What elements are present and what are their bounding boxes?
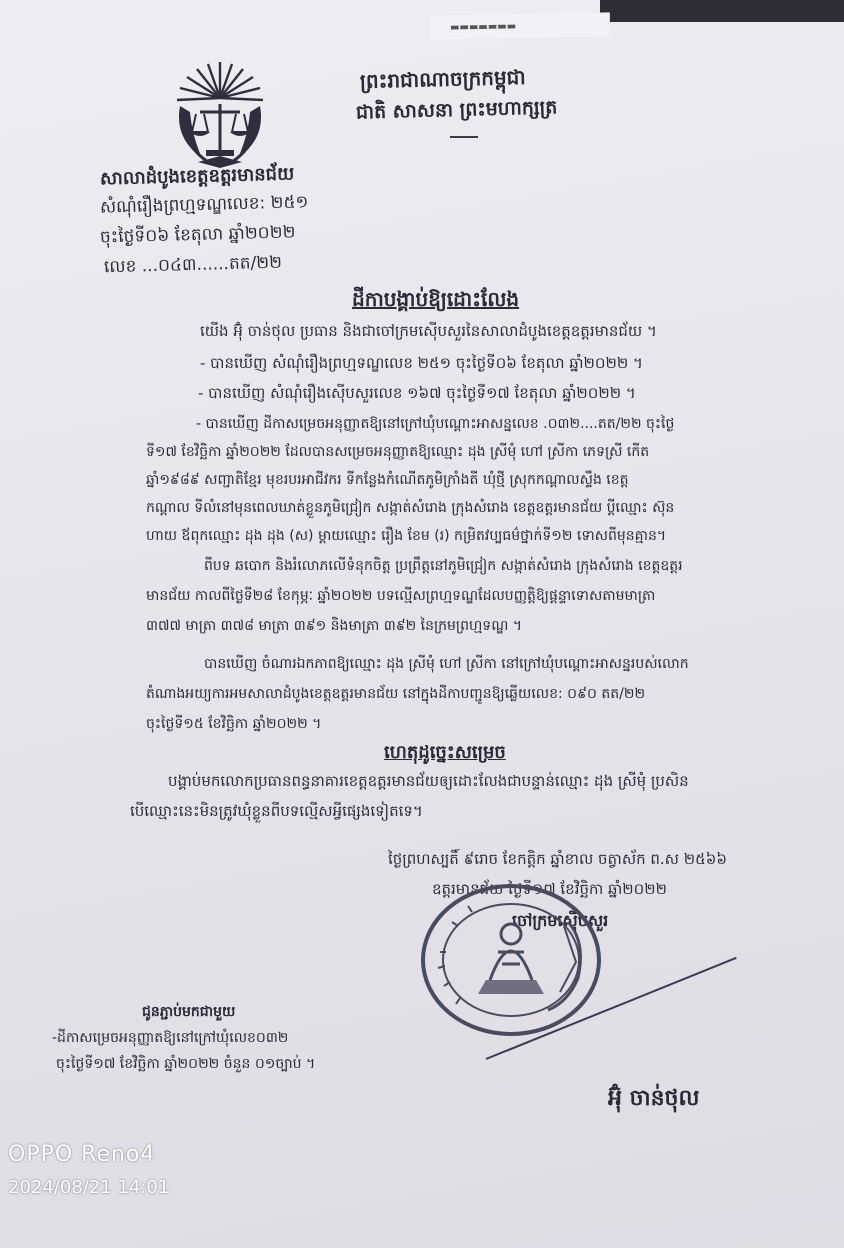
charge-line-2: មានជ័យ កាលពីថ្ងៃទី២៨ ខែកុម្ភៈ ឆ្នាំ២០២២ បទល្មើសព្រហ្មទណ្ឌដែលបញ្ញត្តិឱ្យផ្ដន្ទាទោសតាមមាត្រា bbox=[146, 588, 656, 604]
background-edge bbox=[600, 0, 844, 22]
camera-watermark bbox=[8, 1142, 169, 1198]
bullet-3-line-1: - បានឃើញ ដីកាសម្រេចអនុញ្ញាតឱ្យនៅក្រៅឃុំបណ្ដោះអាសន្នលេខ .០៣២....តត/២២ ចុះថ្ងៃ bbox=[196, 416, 675, 432]
order-number: លេខ ...០៤៣......តត/២២ bbox=[103, 252, 283, 278]
kingdom-heading: ព្រះរាជាណាចក្រកម្ពុជា bbox=[359, 64, 526, 94]
decision-line-2: បើឈ្មោះនេះមិនត្រូវឃុំខ្លួនពីបទល្មើសអ្វីផ្សេងទៀតទេ។ bbox=[130, 802, 423, 820]
court-name: សាលាដំបូងខេត្តឧត្តរមានជ័យ bbox=[99, 163, 295, 190]
torn-paper-strip: ▬▬▬▬▬▬▬ bbox=[430, 12, 610, 39]
case-date: ចុះថ្ងៃទី០៦ ខែតុលា ឆ្នាំ២០២២ bbox=[99, 222, 296, 248]
bullet-3-line-5: ហាយ ឪពុកឈ្មោះ ដុង ដុង (ស) ម្ដាយឈ្មោះ រឿង ខែម (រ) កម្រិតវប្បធម៌ថ្នាក់ទី១២ ទោសពីមុនគ្មាន។ bbox=[146, 528, 667, 544]
attachment-line-1: -ដីកាសម្រេចអនុញ្ញាតឱ្យនៅក្រៅឃុំលេខ០៣២ bbox=[52, 1030, 289, 1046]
attachment-heading: ជូនភ្ជាប់មកជាមួយ bbox=[142, 1004, 236, 1020]
case-reference: សំណុំរឿងព្រហ្មទណ្ឌលេខ: ២៥១ bbox=[99, 192, 309, 218]
bullet-3-line-2: ទី១៧ ខែវិច្ឆិកា ឆ្នាំ២០២២ ដែលបានសម្រេចអនុញ្ញាតឱ្យឈ្មោះ ដុង ស្រីមុំ ហៅ ស្រីកា ភេទស្រី កើត bbox=[146, 444, 650, 460]
bullet-3-line-4: កណ្ដាល ទីលំនៅមុនពេលឃាត់ខ្លួនភូមិជ្រៀក សង្កាត់សំរោង ក្រុងសំរោង ខេត្តឧត្តរមានជ័យ ប្ដីឈ្មោះ ស៊ុន bbox=[146, 500, 675, 516]
camera-model: OPPO Reno4 bbox=[8, 1142, 156, 1167]
national-motto: ជាតិ សាសនា ព្រះមហាក្សត្រ bbox=[355, 96, 558, 124]
intro-line: យើង អ៊ុំ ចាន់ថុល ប្រធាន និងជាចៅក្រមស៊ើបសួរនៃសាលាដំបូងខេត្តឧត្តរមានជ័យ ។ bbox=[200, 322, 657, 340]
judge-signature-name: អ៊ុំ ចាន់ថុល bbox=[608, 1086, 700, 1111]
judge-role: ចៅក្រមស៊ើបសួរ bbox=[512, 911, 609, 930]
approval-line-2: តំណាងអយ្យការអមសាលាដំបូងខេត្តឧត្តរមានជ័យ នៅក្នុងដីកាបញ្ជូនឱ្យឆ្លើយលេខ: ០៩០ តត/២២ bbox=[146, 686, 646, 702]
charge-line-1: ពីបទ ឆបោក និងរំលោភលើទំនុកចិត្ត ប្រព្រឹត្តនៅភូមិជ្រៀក សង្កាត់សំរោង ក្រុងសំរោង ខេត្តឧត្តរ bbox=[204, 558, 683, 574]
bullet-2: - បានឃើញ សំណុំរឿងស៊ើបសួរលេខ ១៦៧ ចុះថ្ងៃទី១៧ ខែតុលា ឆ្នាំ២០២២ ។ bbox=[198, 384, 636, 402]
attachment-line-2: ចុះថ្ងៃទី១៧ ខែវិច្ឆិកា ឆ្នាំ២០២២ ចំនួន ០១ច្បាប់ ។ bbox=[56, 1056, 316, 1072]
decision-heading: ហេតុដូច្នេះសម្រេច bbox=[384, 742, 506, 763]
approval-line-1: បានឃើញ ចំណារឯកភាពឱ្យឈ្មោះ ដុង ស្រីមុំ ហៅ ស្រីកា នៅក្រៅឃុំបណ្ដោះអាសន្នរបស់លោក bbox=[204, 656, 689, 672]
approval-line-3: ចុះថ្ងៃទី១៥ ខែវិច្ឆិកា ឆ្នាំ២០២២ ។ bbox=[146, 716, 322, 732]
court-emblem-icon bbox=[168, 58, 272, 170]
bullet-1: - បានឃើញ សំណុំរឿងព្រហ្មទណ្ឌលេខ ២៥១ ចុះថ្ងៃទី០៦ ខែតុលា ឆ្នាំ២០២២ ។ bbox=[200, 354, 643, 372]
photo-timestamp: 2024/08/21 14:01 bbox=[8, 1177, 170, 1198]
solar-date: ឧត្តរមានជ័យ ថ្ងៃទី១៧ ខែវិច្ឆិកា ឆ្នាំ២០២២ bbox=[432, 880, 667, 898]
motto-underline bbox=[450, 136, 478, 138]
document-title: ដីកាបង្គាប់ឱ្យដោះលែង bbox=[352, 287, 520, 311]
lunar-date: ថ្ងៃព្រហស្បតិ៍ ៩រោច ខែកត្តិក ឆ្នាំខាល ចត្វាស័ក ព.ស ២៥៦៦ bbox=[388, 850, 727, 868]
bullet-3-line-3: ឆ្នាំ១៩៨៩ សញ្ជាតិខ្មែរ មុខរបរអាជីវករ ទីកន្លែងកំណើតភូមិក្រាំងតី ឃុំថ្មី ស្រុកកណ្ដាលស្ទឹង ខេត្ត bbox=[146, 472, 629, 488]
court-seal-stamp bbox=[418, 882, 604, 1038]
charge-line-3: ៣៧៧ មាត្រា ៣៧៨ មាត្រា ៣៩១ និងមាត្រា ៣៩២ នៃក្រមព្រហ្មទណ្ឌ ។ bbox=[146, 618, 522, 634]
decision-line-1: បង្គាប់មកលោកប្រធានពន្ធនាគារខេត្តឧត្តរមានជ័យឲ្យដោះលែងជាបន្ទាន់ឈ្មោះ ដុង ស្រីមុំ ប្រសិន bbox=[168, 772, 689, 790]
